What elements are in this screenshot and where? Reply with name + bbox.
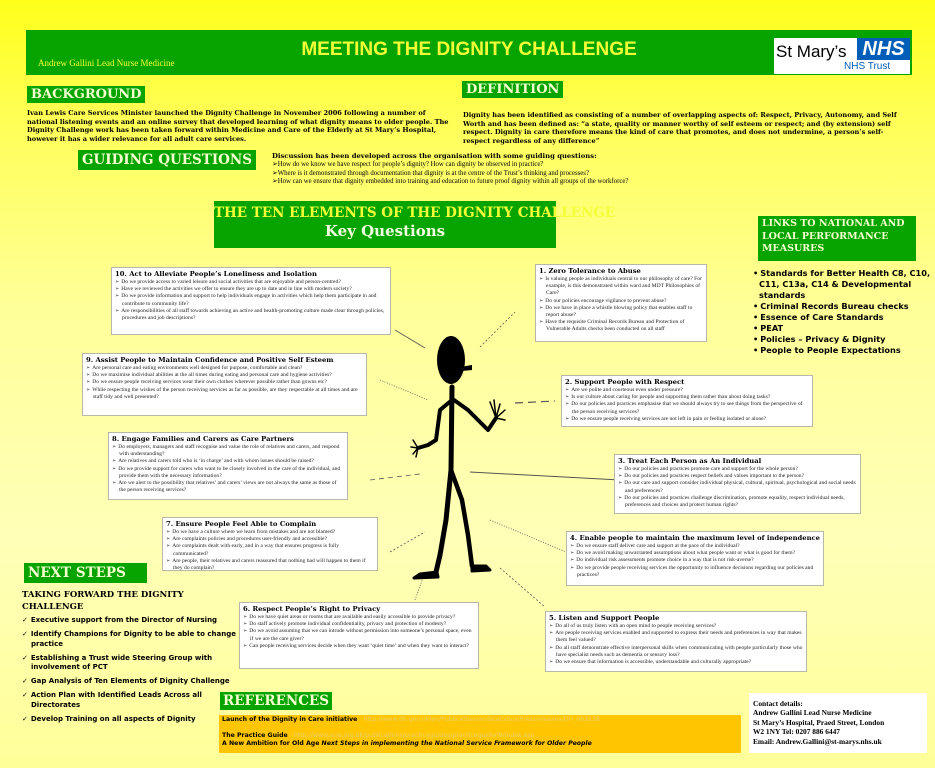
element-box-6 (239, 602, 479, 669)
figure-left-hand (411, 440, 418, 457)
element-title: 10. Act to Alleviate People’s Loneliness and Isolation (115, 270, 317, 278)
element-questions (115, 279, 387, 322)
connector-line-7 (390, 532, 425, 552)
connector-line-5 (500, 568, 545, 607)
connector-line-4 (490, 520, 566, 552)
element-question: ➢ Do our policies and practices challenge discrimination, promote equality, respect individual needs, preferences and choices and protect human rights? (618, 495, 857, 509)
element-box-10 (111, 267, 391, 335)
links-item: • Policies – Privacy & Dignity (752, 334, 932, 345)
element-questions (549, 623, 803, 666)
contact-box (749, 693, 927, 753)
element-question: ➢ Do we have quiet areas or rooms that are available and easily accessible to provide privacy? (243, 614, 475, 621)
element-question: ➢ Are people receiving services enabled and supported to express their needs and preferences in way that makes them feel valued? (549, 630, 803, 644)
element-title: 3. Treat Each Person as An Individual (618, 457, 762, 465)
element-question: ➢ Are complaints policies and procedures user-friendly and accessible? (166, 536, 374, 543)
element-title: 6. Respect People’s Right to Privacy (243, 605, 381, 613)
element-box-1 (535, 264, 707, 342)
element-question: ➢ Are people, their relatives and carers reassured that nothing bad will happen to them if they do complain? (166, 558, 374, 571)
next-step-item: ✓ Gap Analysis of Ten Elements of Dignity Challenge (22, 677, 237, 687)
reference-link[interactable]: http://www.dh.gov.uk/en/Publicationsandstatistics/Pressreleases/DH_063138 (363, 716, 600, 723)
contact-line: W2 1NY Tel: 0207 886 6447 (753, 727, 840, 737)
definition-text: Dignity has been identified as consisting of a number of overlapping aspects of: Respect, Privacy, Autonomy, and Self Worth and has been defined as: “a state, quality or manner worthy of self esteem or respect; and (by extension) self respect. Dignity in care therefore means the kind of care that promotes, and does not undermine, a person’s self-respect regardless of any difference” (463, 111, 897, 146)
element-title: 7. Ensure People Feel Able to Complain (166, 520, 317, 528)
background-heading: BACKGROUND (27, 86, 145, 103)
links-heading: LINKS TO NATIONAL AND LOCAL PERFORMANCE MEASURES (758, 216, 916, 261)
element-question: ➢ Do we avoid assuming that we can intrude without permission into someone’s personal space, even if we are the care giver? (243, 628, 475, 642)
definition-heading: DEFINITION (462, 81, 563, 98)
figure-right-hand (490, 400, 505, 420)
connector-line-3 (470, 472, 620, 480)
element-question: ➢ Do we have in place a whistle blowing policy that enables staff to report abuse? (539, 305, 703, 319)
element-question: ➢ Is our culture about caring for people and supporting them rather than about doing tasks? (565, 394, 809, 401)
figure-head (437, 336, 465, 384)
guiding-question: ➢How do we know we have respect for people’s dignity? How can dignity be observed in practice? (272, 161, 544, 168)
reference-title: Launch of the Dignity in Care initiative (222, 716, 358, 723)
next-step-item: ✓ Identify Champions for Dignity to be able to change practice (22, 630, 237, 649)
element-question: ➢ Do our care and support consider individual physical, cultural, spiritual, psychological and social needs and preferences? (618, 480, 857, 494)
guiding-question: ➢Where is it demonstrated through documentation that dignity is at the centre of the Trust’s thinking and processes? (272, 169, 589, 177)
element-question: ➢ Do we maximise individual abilities at the all times during eating and personal care and hygiene activities? (86, 372, 363, 379)
next-steps-list (22, 616, 237, 729)
element-box-2 (561, 375, 813, 427)
links-item: • Essence of Care Standards (752, 312, 932, 323)
connector-line-8 (370, 474, 420, 480)
connector-line-1 (480, 312, 515, 347)
links-list (752, 268, 932, 356)
next-steps-subheading: TAKING FORWARD THE DIGNITY CHALLENGE (22, 590, 184, 612)
background-text: Ivan Lewis Care Services Minister launched the Dignity Challenge in November 2006 following a number of national listening events and an online survey that developed learning of what dignity means to older people. The Dignity Challenge work has been taken forward within Medicine and Care of the Elderly at St Mary’s Hospital, however it has a wider relevance for all adult care services. (27, 109, 449, 144)
element-question: ➢ Do we have a culture where we learn from mistakes and are not blamed? (166, 529, 374, 536)
element-questions (86, 365, 363, 401)
element-question: ➢ Do employers, managers and staff recognise and value the role of relatives and carers, and respond with understanding? (112, 444, 344, 458)
element-question: ➢ Is valuing people as individuals central to our philosophy of care? For example, is this demonstrated within ward and MDT Philosophies of Care? (539, 276, 703, 298)
element-question: ➢ Do we provide information and support to help individuals engage in activities which help them participate in and contribute to community life? (115, 293, 387, 307)
element-question: ➢ Do we ensure staff deliver care and support at the pace of the individual? (570, 543, 820, 550)
element-box-7 (162, 517, 378, 571)
reference-title: A New Ambition for Old Age (222, 740, 320, 747)
element-title: 5. Listen and Support People (549, 614, 660, 622)
figure-right-arm (454, 400, 496, 430)
element-question: ➢ Do all of us truly listen with an open mind to people receiving services? (549, 623, 803, 630)
element-question: ➢ Do we ensure people receiving services wear their own clothes wherever possible rather than gowns etc? (86, 379, 363, 386)
element-question: ➢ Have we reviewed the activities we offer to ensure they are up to date and in line with modern society? (115, 286, 387, 293)
connector-line-2 (515, 401, 555, 403)
element-title: 1. Zero Tolerance to Abuse (539, 267, 641, 275)
element-question: ➢ Do our policies and practices respect beliefs and values important to the person? (618, 473, 857, 480)
element-title: 9. Assist People to Maintain Confidence and Positive Self Esteem (86, 356, 334, 364)
contact-heading: Contact details: (753, 699, 803, 708)
links-item: • Criminal Records Bureau checks (752, 301, 932, 312)
element-question: ➢ Are responsibilities of all staff towards achieving an active and health-promoting culture made clear through policies, procedures and job descriptions? (115, 308, 387, 322)
element-questions (539, 276, 703, 334)
next-step-item: ✓ Establishing a Trust wide Steering Group with involvement of PCT (22, 654, 237, 673)
figure-right-foot (472, 566, 490, 571)
reference-title: The Practice Guide (222, 732, 288, 739)
element-question: ➢ Do staff actively promote individual confidentiality, privacy and protection of modesty? (243, 621, 475, 628)
element-question: ➢ Do our policies and practices emphasise that we should always try to see things from the perspective of the person receiving services? (565, 401, 809, 415)
logo-hospital-name: St Mary’s (776, 42, 847, 61)
nhs-badge-icon: NHS (857, 38, 910, 60)
element-question: ➢ While respecting the wishes of the person receiving services as far as possible, are they respectable at all times and are staff tidy and well presented? (86, 387, 363, 401)
contact-line: St Mary’s Hospital, Praed Street, London (753, 717, 885, 727)
element-question: ➢ Are we alert to the possibility that relatives’ and carers’ views are not always the same as those of the person receiving services? (112, 480, 344, 494)
ten-elements-subtitle: Key Questions (324, 222, 446, 240)
element-question: ➢ Do we ensure people receiving services are not left in pain or feeling isolated or alone? (565, 416, 809, 423)
element-questions (166, 529, 374, 571)
element-title: 8. Engage Families and Carers as Care Partners (112, 435, 294, 443)
element-questions (618, 466, 857, 509)
connector-line-9 (380, 380, 428, 400)
element-box-8 (108, 432, 348, 500)
next-step-item: ✓ Executive support from the Director of Nursing (22, 616, 237, 626)
reference-item (222, 740, 738, 748)
element-question: ➢ Do we avoid making unwarranted assumptions about what people want or what is good for them? (570, 550, 820, 557)
references-heading: REFERENCES (220, 692, 332, 710)
element-question: ➢ Are personal care and eating environments well designed for purpose, comfortable and clean? (86, 365, 363, 372)
guiding-questions-intro: Discussion has been developed across the organisation with some guiding questions: (272, 152, 597, 160)
contact-email[interactable]: Email: Andrew.Gallini@st-marys.nhs.uk (753, 736, 882, 746)
links-item: • People to People Expectations (752, 345, 932, 356)
reference-subtitle: Next Steps in implementing the National Service Framework for Older People (321, 740, 592, 747)
element-questions (112, 444, 344, 494)
links-item: • PEAT (752, 323, 932, 334)
element-question: ➢ Do we provide support for carers who want to be closely involved in the care of the individual, and provide them with the necessary information? (112, 466, 344, 480)
element-question: ➢ Are relatives and carers told who is ‘in charge’ and with whom issues should be raised? (112, 458, 344, 465)
ten-elements-title: THE TEN ELEMENTS OF THE DIGNITY CHALLENGE (214, 205, 616, 221)
connector-line-10 (395, 330, 425, 348)
figure-right-leg (451, 470, 472, 566)
element-question: ➢ Do we ensure that information is accessible, understandable and culturally appropriate? (549, 659, 803, 666)
element-box-9 (82, 353, 367, 416)
element-question: ➢ Are we polite and courteous even under pressure? (565, 387, 809, 394)
next-step-item: ✓ Action Plan with Identified Leads Across all Directorates (22, 691, 237, 710)
poster-author: Andrew Gallini Lead Nurse Medicine (38, 58, 175, 68)
element-box-5 (545, 611, 807, 672)
element-question: ➢ Do we provide people receiving services the opportunity to influence decisions regarding our policies and practices? (570, 565, 820, 579)
element-question: ➢ Can people receiving services decide when they want ‘quiet time’ and when they want to interact? (243, 643, 475, 650)
references-box (219, 715, 741, 753)
element-questions (570, 543, 820, 579)
element-question: ➢ Do our policies encourage vigilance to prevent abuse? (539, 298, 703, 305)
element-title: 4. Enable people to maintain the maximum level of independence (570, 534, 820, 542)
element-question: ➢ Are complaints dealt with early, and in a way that ensures progress is fully communicated? (166, 543, 374, 557)
reference-link[interactable]: http://www.scie.org.uk/publications/practiceguides/practiceguide09/index.asp (293, 732, 535, 739)
element-question: ➢ Do all staff demonstrate effective interpersonal skills when communicating with people particularly those who have specialist needs such as dementia or sensory loss? (549, 645, 803, 659)
guiding-questions-heading: GUIDING QUESTIONS (78, 150, 256, 170)
element-question: ➢ Do our policies and practices promote care and support for the whole person? (618, 466, 857, 473)
element-title: 2. Support People with Respect (565, 378, 685, 386)
figure-left-foot (414, 572, 438, 578)
guiding-question: ➢How can we ensure that dignity embedded into training and education to future proof dignity within all groups of the workforce? (272, 178, 629, 186)
next-step-item: ✓ Develop Training on all aspects of Dignity (22, 715, 237, 725)
element-box-4 (566, 531, 824, 586)
links-item: • Standards for Better Health C8, C10, C11, C13a, C14 & Developmental standards (752, 268, 932, 301)
reference-item (222, 732, 738, 740)
figure-left-arm (418, 400, 452, 448)
element-questions (243, 614, 475, 650)
reference-item (222, 716, 738, 724)
contact-line: Andrew Gallini Lead Nurse Medicine (753, 708, 872, 718)
poster-title: MEETING THE DIGNITY CHALLENGE (301, 39, 637, 60)
next-steps-heading: NEXT STEPS (24, 563, 147, 583)
logo-trust-label: NHS Trust (844, 61, 891, 72)
element-question: ➢ Do individual risk assessments promote choice in a way that is not risk-averse? (570, 557, 820, 564)
element-questions (565, 387, 809, 423)
element-question: ➢ Do we provide access to varied leisure and social activities that are enjoyable and person-centred? (115, 279, 387, 286)
element-question: ➢ Have the requisite Criminal Records Bureau and Protection of Vulnerable Adults checks been conducted on all staff (539, 319, 703, 333)
element-box-3 (614, 454, 861, 514)
